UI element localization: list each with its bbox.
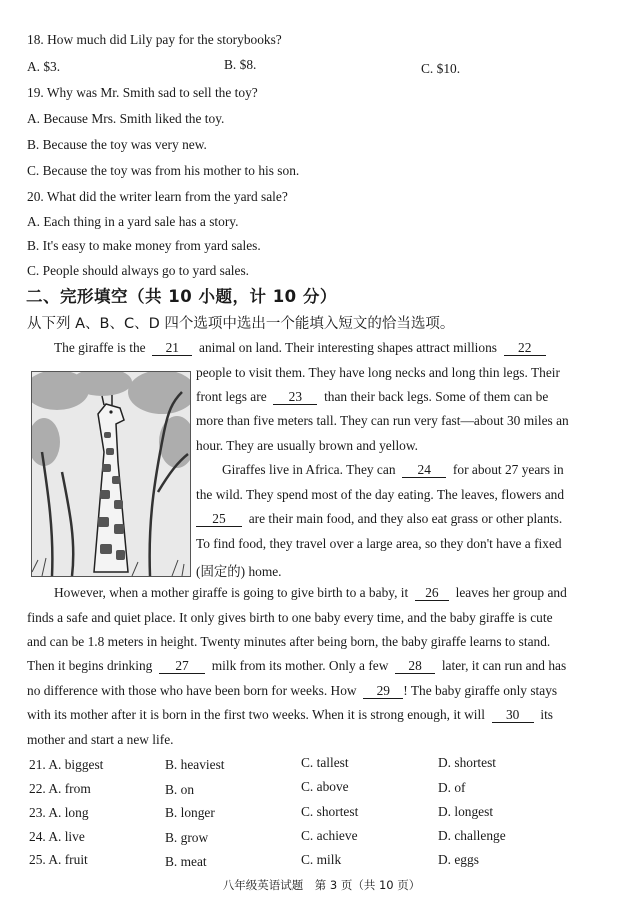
passage-line-8: 25 are their main food, and they also eat grass or other plants. [196, 511, 562, 527]
option-24-d: D. challenge [438, 828, 506, 843]
option-21-a: 21. A. biggest [29, 757, 104, 772]
option-25-d: D. eggs [438, 852, 479, 867]
passage-line-1: The giraffe is the 21 animal on land. Their interesting shapes attract millions 22 [54, 340, 546, 356]
question-19-option-b: B. Because the toy was very new. [27, 137, 207, 152]
blank-22: 22 [504, 341, 546, 356]
option-24-a: 24. A. live [29, 829, 85, 844]
blank-26: 26 [415, 586, 449, 601]
question-20-option-b: B. It's easy to make money from yard sales. [27, 238, 261, 253]
passage-line-15: no difference with those who have been born for weeks. How 29 ! The baby giraffe only stays [27, 683, 558, 698]
option-22-b: B. on [165, 782, 195, 797]
passage-line-4: more than five meters tall. They can run very fast—about 30 miles an [196, 413, 569, 428]
passage-line-16: with its mother after it is born in the first two weeks. When it is strong enough, it will 30 its [27, 707, 554, 722]
giraffe-illustration [31, 371, 191, 577]
option-23-a: 23. A. long [29, 805, 89, 820]
question-18-option-a: A. $3. [27, 59, 61, 74]
option-23-c: C. shortest [301, 804, 359, 819]
option-21-b: B. heaviest [165, 757, 225, 772]
passage-line-5: hour. They are usually brown and yellow. [196, 438, 419, 453]
passage-line-7: the wild. They spend most of the day eating. The leaves, flowers and [196, 487, 565, 502]
option-25-a: 25. A. fruit [29, 852, 88, 867]
question-20-option-a: A. Each thing in a yard sale has a story. [27, 214, 239, 229]
passage-line-2: people to visit them. They have long necks and long thin legs. Their [196, 365, 560, 380]
blank-25: 25 [196, 512, 242, 527]
question-20-option-c: C. People should always go to yard sales. [27, 263, 250, 278]
option-23-d: D. longest [438, 804, 494, 819]
question-19-stem: 19. Why was Mr. Smith sad to sell the toy? [27, 85, 258, 100]
giraffe-drawing [32, 372, 190, 576]
question-20-stem: 20. What did the writer learn from the yard sale? [27, 189, 288, 204]
question-18-option-b: B. $8. [224, 57, 257, 72]
question-18-stem: 18. How much did Lily pay for the storybooks? [27, 32, 282, 47]
option-25-c: C. milk [301, 852, 342, 867]
question-18-option-c: C. $10. [421, 61, 461, 76]
page-footer: 八年级英语试题 第 3 页（共 10 页） [222, 878, 421, 892]
blank-30: 30 [492, 708, 534, 723]
passage-line-6: Giraffes live in Africa. They can 24 for about 27 years in [222, 462, 564, 477]
option-22-c: C. above [301, 779, 349, 794]
question-19-option-a: A. Because Mrs. Smith liked the toy. [27, 111, 225, 126]
option-25-b: B. meat [165, 854, 207, 869]
passage-line-13: and can be 1.8 meters in height. Twenty minutes after being born, the baby giraffe learns to stand. [27, 634, 551, 649]
section-instructions: 从下列 A、B、C、D 四个选项中选出一个能填入短文的恰当选项。 [27, 316, 455, 332]
blank-23: 23 [273, 390, 317, 405]
blank-29: 29 [363, 684, 403, 699]
blank-21: 21 [152, 341, 192, 356]
option-23-b: B. longer [165, 805, 215, 820]
option-21-d: D. shortest [438, 755, 497, 770]
option-21-c: C. tallest [301, 755, 349, 770]
option-24-b: B. grow [165, 830, 209, 845]
option-22-a: 22. A. from [29, 781, 91, 796]
passage-line-9: To find food, they travel over a large area, so they don't have a fixed [196, 536, 562, 551]
passage-line-10: (固定的) home. [196, 564, 282, 579]
passage-line-11: However, when a mother giraffe is going to give birth to a baby, it 26 leaves her group and [54, 585, 567, 600]
option-22-d: D. of [438, 780, 466, 795]
question-19-option-c: C. Because the toy was from his mother to his son. [27, 163, 300, 178]
option-24-c: C. achieve [301, 828, 358, 843]
blank-27: 27 [159, 659, 205, 674]
blank-24: 24 [402, 463, 446, 478]
passage-line-14: Then it begins drinking 27 milk from its mother. Only a few 28 later, it can run and has [27, 658, 567, 673]
section-title: 二、完形填空（共 10 小题，计 10 分） [26, 287, 337, 306]
passage-line-17: mother and start a new life. [27, 732, 174, 747]
passage-line-3: front legs are 23 than their back legs. Some of them can be [196, 389, 549, 404]
passage-line-12: finds a safe and quiet place. It only gives birth to one baby every time, and the baby giraffe is cute [27, 610, 553, 625]
blank-28: 28 [395, 659, 435, 674]
